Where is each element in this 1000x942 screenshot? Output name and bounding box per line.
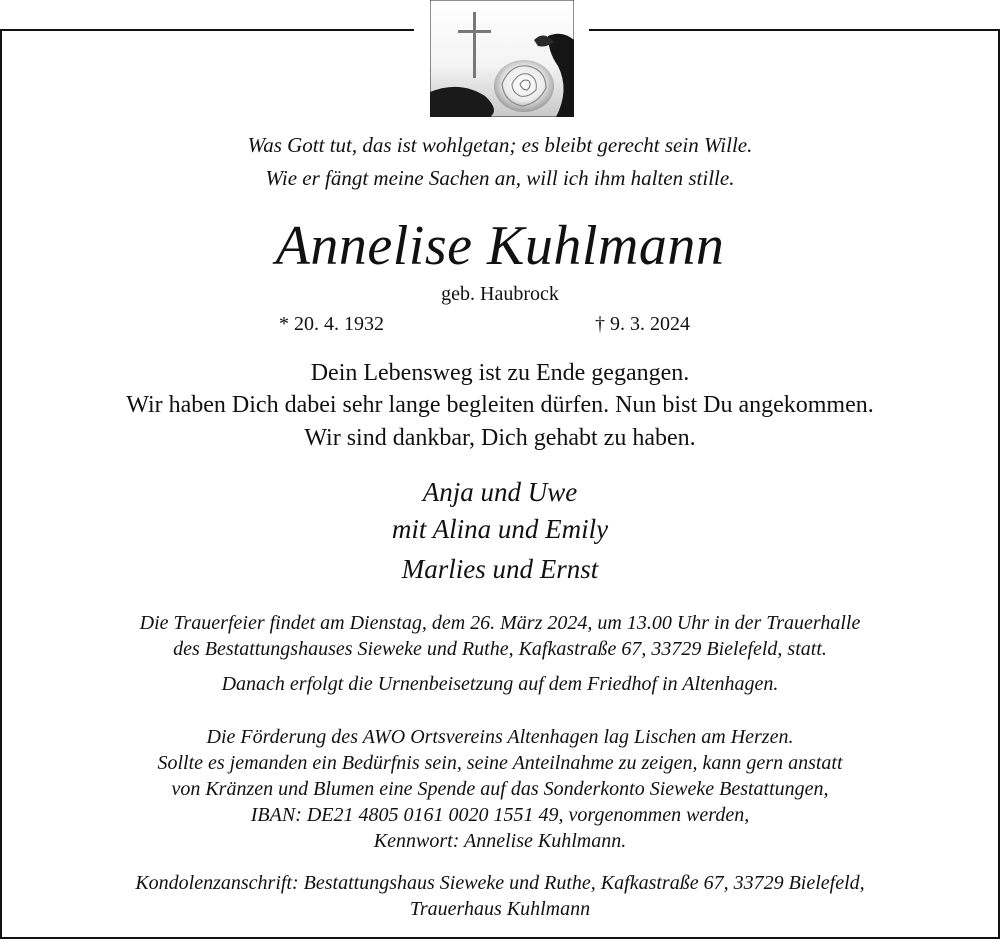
frame-top-left (0, 29, 414, 31)
farewell-line-3: Wir sind dankbar, Dich gehabt zu haben. (304, 425, 696, 451)
maiden-name: geb. Haubrock (441, 283, 559, 305)
farewell-line-1: Dein Lebensweg ist zu Ende gegangen. (310, 360, 690, 386)
deceased-name: Annelise Kuhlmann (275, 215, 725, 277)
cross-rose-emblem-icon (430, 0, 574, 117)
farewell-line-2: Wir haben Dich dabei sehr lange begleiten dürfen. Nun bist Du angekommen. (126, 392, 874, 418)
verse-line-2: Wie er fängt meine Sachen an, will ich ihm halten stille. (265, 166, 735, 190)
ceremony-line-3: Danach erfolgt die Urnenbeisetzung auf dem Friedhof in Altenhagen. (221, 673, 779, 695)
ceremony-line-1: Die Trauerfeier findet am Dienstag, dem 26. März 2024, um 13.00 Uhr in der Trauerhalle (139, 612, 861, 634)
ceremony-line-2: des Bestattungshauses Sieweke und Ruthe, Kafkastraße 67, 33729 Bielefeld, statt. (173, 638, 827, 660)
donation-line-3: von Kränzen und Blumen eine Spende auf das Sonderkonto Sieweke Bestattungen, (171, 778, 829, 800)
frame-top-right (589, 29, 1000, 31)
birth-date: * 20. 4. 1932 (279, 313, 384, 335)
condolence-line-1: Kondolenzanschrift: Bestattungshaus Sieweke und Ruthe, Kafkastraße 67, 33729 Bielefeld, (135, 872, 865, 894)
donation-line-2: Sollte es jemanden ein Bedürfnis sein, seine Anteilnahme zu zeigen, kann gern anstatt (157, 752, 843, 774)
donation-iban: IBAN: DE21 4805 0161 0020 1551 49, vorgenommen werden, (250, 804, 750, 826)
donation-keyword: Kennwort: Annelise Kuhlmann. (373, 830, 627, 852)
family-line-1: Anja und Uwe (422, 477, 578, 507)
verse-line-1: Was Gott tut, das ist wohlgetan; es bleibt gerecht sein Wille. (247, 133, 753, 157)
family-line-2: mit Alina und Emily (391, 514, 609, 544)
condolence-line-2: Trauerhaus Kuhlmann (409, 898, 591, 920)
family-line-3: Marlies und Ernst (401, 554, 599, 584)
donation-line-1: Die Förderung des AWO Ortsvereins Altenhagen lag Lischen am Herzen. (206, 726, 794, 748)
death-date: † 9. 3. 2024 (595, 313, 690, 335)
frame-bottom (0, 937, 1000, 939)
